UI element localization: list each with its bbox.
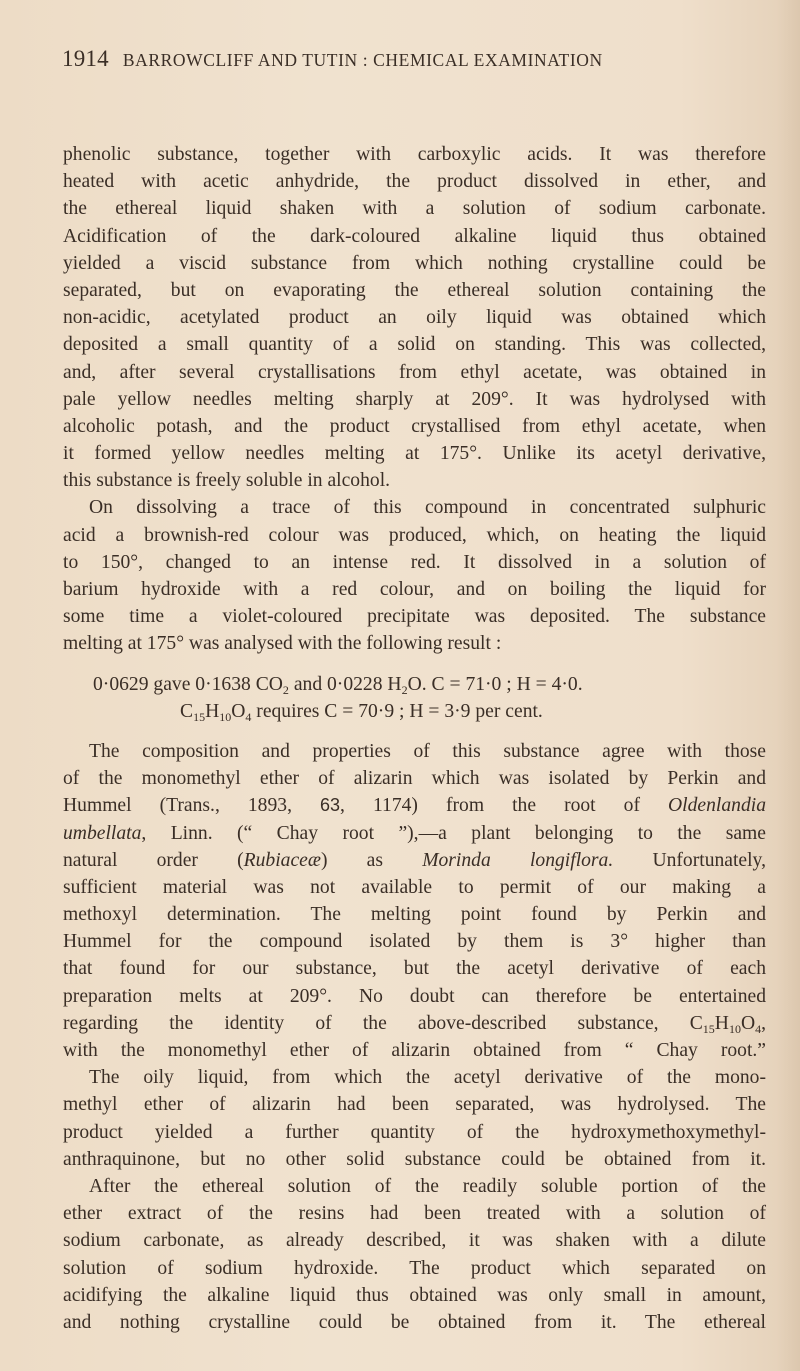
text-line: ether extract of the resins had been treated with a solution of (63, 1203, 766, 1225)
text-line: with the monomethyl ether of alizarin obtained from “ Chay root.” (63, 1040, 766, 1061)
text-line: phenolic substance, together with carboxylic acids. It was therefore (63, 144, 766, 165)
body-text (63, 141, 766, 1336)
text-line: umbellata, Linn. (“ Chay root ”),—a plant belonging to the same (63, 822, 766, 844)
text-line: preparation melts at 209°. No doubt can therefore be entertained (63, 985, 766, 1007)
text-line: and, after several crystallisations from ethyl acetate, was obtained in (63, 361, 766, 383)
text-line: solution of sodium hydroxide. The product which separated on (63, 1257, 766, 1279)
text-line: it formed yellow needles melting at 175°. Unlike its acetyl derivative, (63, 443, 766, 465)
paragraph-start-line: After the ethereal solution of the readily soluble portion of the (89, 1175, 766, 1197)
text-line: regarding the identity of the above-described substance, $C_{15}H_{10}O_4$, (63, 1012, 766, 1036)
text-line: sufficient material was not available to permit of our making a (63, 876, 766, 898)
text-line: methoxyl determination. The melting point found by Perkin and (63, 904, 766, 926)
text-line: deposited a small quantity of a solid on standing. This was collected, (63, 334, 766, 356)
text-line: separated, but on evaporating the ethereal solution containing the (63, 279, 766, 301)
text-line: natural order (Rubiaceæ) as Morinda longiflora. Unfortunately, (63, 849, 766, 871)
text-line: alcoholic potash, and the product crystallised from ethyl acetate, when (63, 415, 766, 437)
text-line: that found for our substance, but the acetyl derivative of each (63, 958, 766, 980)
text-line: pale yellow needles melting sharply at 209°. It was hydrolysed with (63, 388, 766, 410)
text-line: of the monomethyl ether of alizarin which was isolated by Perkin and (63, 768, 766, 790)
species-name: umbellata (63, 822, 142, 844)
running-title: BARROWCLIFF AND TUTIN : CHEMICAL EXAMINATION (122, 50, 603, 70)
text-line: product yielded a further quantity of the hydroxymethoxymethyl- (63, 1121, 766, 1143)
text-line: Acidification of the dark-coloured alkaline liquid thus obtained (63, 225, 766, 247)
text-line: non-acidic, acetylated product an oily liquid was obtained which (63, 307, 766, 329)
paragraph-start-line: On dissolving a trace of this compound in concentrated sulphuric (89, 497, 766, 519)
analysis-found-line: 0·0629 gave 0·1638 $CO_2$ and 0·0228 $H_2O$. C = 71·0 ; H = 4·0. (93, 673, 583, 697)
paragraph-start-line: The oily liquid, from which the acetyl derivative of the mono- (89, 1067, 766, 1089)
text-line: barium hydroxide with a red colour, and on boiling the liquid for (63, 579, 766, 600)
page-number: 1914 (62, 46, 109, 71)
text-line: acidifying the alkaline liquid thus obtained was only small in amount, (63, 1284, 766, 1306)
text-line: sodium carbonate, as already described, it was shaken with a dilute (63, 1230, 766, 1252)
text-line: some time a violet-coloured precipitate was deposited. The substance (63, 606, 766, 628)
volume-number: 63 (320, 795, 341, 816)
analysis-required-line: $C_{15}H_{10}O_4$ requires C = 70·9 ; H = 3·9 per cent. (180, 700, 543, 724)
page-header (62, 46, 702, 72)
text-line: the ethereal liquid shaken with a solution of sodium carbonate. (63, 198, 766, 220)
family-name: Rubiaceæ (243, 849, 321, 871)
text-line: to 150°, changed to an intense red. It dissolved in a solution of (63, 551, 766, 573)
text-line: heated with acetic anhydride, the product dissolved in ether, and (63, 171, 766, 193)
species-name: Oldenlandia (668, 795, 766, 817)
paragraph-start-line: The composition and properties of this substance agree with those (89, 740, 766, 762)
text-line: Hummel (Trans., 1893, 63, 1174) from the root of Oldenlandia (63, 795, 766, 817)
text-line: and nothing crystalline could be obtained from it. The ethereal (63, 1311, 766, 1333)
text-line: this substance is freely soluble in alcohol. (63, 470, 391, 492)
text-line: anthraquinone, but no other solid substance could be obtained from it. (63, 1148, 766, 1170)
species-name: Morinda longiflora. (422, 849, 614, 871)
text-line: melting at 175° was analysed with the following result : (63, 633, 502, 655)
text-line: acid a brownish-red colour was produced, which, on heating the liquid (63, 524, 766, 546)
text-line: yielded a viscid substance from which nothing crystalline could be (63, 252, 766, 274)
text-line: Hummel for the compound isolated by them is 3° higher than (63, 931, 766, 953)
text-line: methyl ether of alizarin had been separated, was hydrolysed. The (63, 1094, 766, 1116)
